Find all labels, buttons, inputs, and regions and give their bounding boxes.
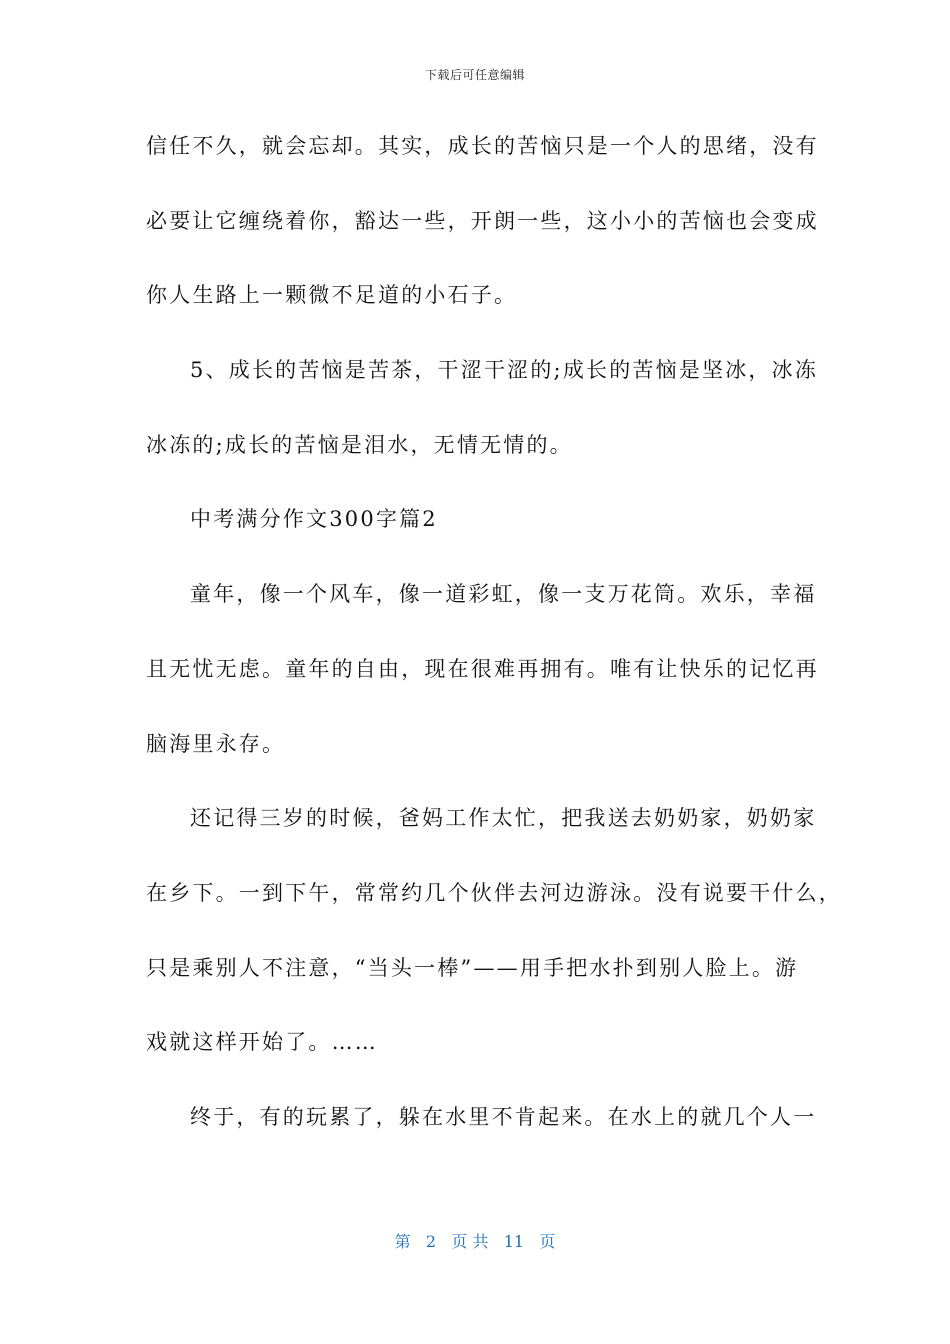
text-line: 终于，有的玩累了，躲在水里不肯起来。在水上的就几个人一 — [190, 1104, 817, 1129]
body-text — [146, 126, 842, 1172]
text-line: 且无忧无虑。童年的自由，现在很难再拥有。唯有让快乐的记忆再 — [146, 656, 819, 681]
text-line: 必要让它缠绕着你，豁达一些，开朗一些，这小小的苦恼也会变成 — [146, 208, 819, 233]
footer-page-number: 2 — [425, 1232, 437, 1251]
text-line: 只是乘别人不注意，“当头一棒”——用手把水扑到别人脸上。游 — [146, 955, 799, 980]
page-header: 下载后可任意编辑 — [424, 68, 525, 82]
text-line: 戏就这样开始了。…… — [146, 1030, 378, 1055]
footer-middle: 页 共 — [451, 1232, 489, 1251]
page-footer — [0, 1229, 950, 1252]
text-line: 在乡下。一到下午，常常约几个伙伴去河边游泳。没有说要干什么， — [146, 880, 842, 905]
text-line: 童年，像一个风车，像一道彩虹，像一支万花筒。欢乐，幸福 — [190, 582, 817, 607]
footer-prefix: 第 — [394, 1232, 411, 1251]
text-line: 冰冻的;成长的苦恼是泪水，无情无情的。 — [146, 432, 573, 457]
text-line: 还记得三岁的时候，爸妈工作太忙，把我送去奶奶家，奶奶家 — [190, 806, 817, 831]
text-line: 信任不久，就会忘却。其实，成长的苦恼只是一个人的思绪，没有 — [146, 134, 819, 158]
text-line: 脑海里永存。 — [146, 731, 286, 756]
footer-suffix: 页 — [539, 1232, 556, 1251]
footer-total-pages: 11 — [503, 1232, 525, 1251]
text-line: 你人生路上一颗微不足道的小石子。 — [146, 283, 518, 308]
text-line: 中考满分作文300字篇2 — [190, 507, 438, 532]
text-line: 5、成长的苦恼是苦茶，干涩干涩的;成长的苦恼是坚冰，冰冻 — [190, 358, 819, 383]
